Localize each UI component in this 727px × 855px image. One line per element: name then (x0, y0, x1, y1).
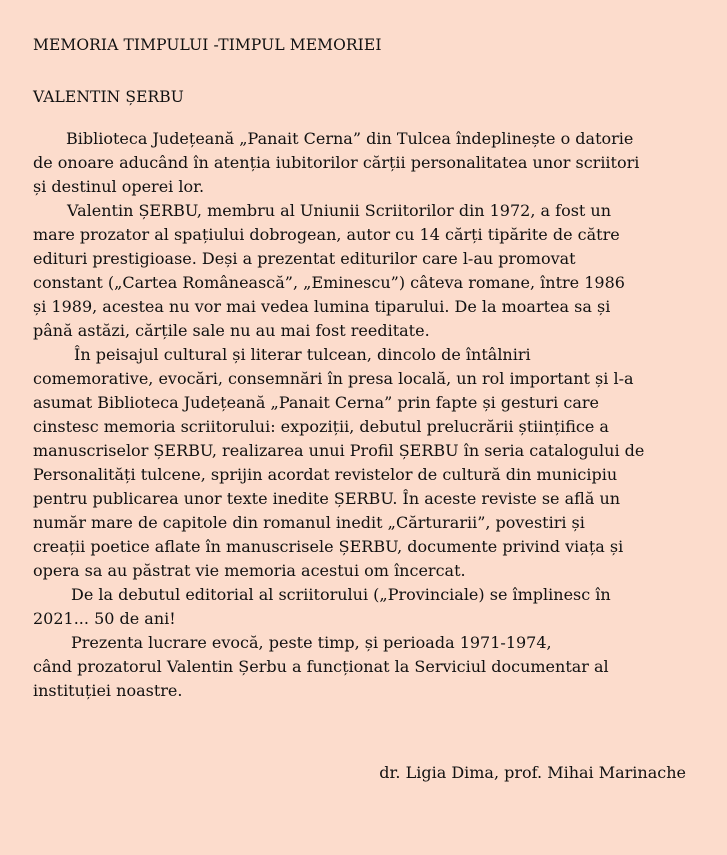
text-line: asumat Biblioteca Județeană „Panait Cerna” prin fapte și gesturi care (33, 393, 599, 412)
text-line: manuscriselor ȘERBU, realizarea unui Profil ȘERBU în seria catalogului de (33, 441, 645, 460)
text-line: Biblioteca Județeană „Panait Cerna” din Tulcea îndeplinește o datorie (66, 129, 634, 148)
text-line: constant („Cartea Românească”, „Eminescu”) câteva romane, între 1986 (33, 273, 625, 292)
text-line: până astăzi, cărțile sale nu au mai fost reeditate. (33, 321, 430, 340)
text-line: mare prozator al spațiului dobrogean, autor cu 14 cărți tipărite de către (33, 225, 620, 244)
text-line: comemorative, evocări, consemnări în presa locală, un rol important și l-a (33, 369, 634, 388)
paragraph-4 (33, 583, 703, 631)
author-name: VALENTIN ȘERBU (33, 88, 184, 106)
text-line: edituri prestigioase. Deși a prezentat editurilor care l-au promovat (33, 249, 576, 268)
paragraph-2 (33, 199, 703, 343)
paragraph-5 (33, 631, 703, 703)
signature: dr. Ligia Dima, prof. Mihai Marinache (379, 763, 686, 782)
text-line: când prozatorul Valentin Șerbu a funcționat la Serviciul documentar al (33, 657, 609, 676)
text-line: număr mare de capitole din romanul inedit „Cărturarii”, povestiri și (33, 513, 585, 532)
text-line: Valentin ȘERBU, membru al Uniunii Scriitorilor din 1972, a fost un (67, 201, 612, 220)
text-line: creații poetice aflate în manuscrisele ȘERBU, documente privind viața și (33, 537, 624, 556)
text-line: cinstesc memoria scriitorului: expoziții, debutul prelucrării științifice a (33, 417, 609, 436)
text-line: de onoare aducând în atenția iubitorilor cărții personalitatea unor scriitori (33, 153, 640, 172)
text-line: De la debutul editorial al scriitorului („Provinciale) se împlinesc în (71, 585, 611, 604)
paragraph-3 (33, 343, 703, 583)
text-line: 2021... 50 de ani! (33, 609, 176, 628)
text-line: Personalități tulcene, sprijin acordat revistelor de cultură din municipiu (33, 465, 618, 484)
text-line: pentru publicarea unor texte inedite ȘERBU. În aceste reviste se află un (33, 489, 621, 508)
paragraph-1 (33, 127, 703, 199)
document-body (33, 127, 703, 703)
document-title: MEMORIA TIMPULUI -TIMPUL MEMORIEI (33, 36, 382, 54)
text-line: opera sa au păstrat vie memoria acestui om încercat. (33, 561, 466, 580)
text-line: În peisajul cultural și literar tulcean, dincolo de întâlniri (74, 345, 531, 364)
text-line: și 1989, acestea nu vor mai vedea lumina tiparului. De la moartea sa și (33, 297, 611, 316)
text-line: Prezenta lucrare evocă, peste timp, și perioada 1971-1974, (71, 633, 552, 652)
text-line: instituției noastre. (33, 681, 183, 700)
text-line: și destinul operei lor. (33, 177, 205, 196)
